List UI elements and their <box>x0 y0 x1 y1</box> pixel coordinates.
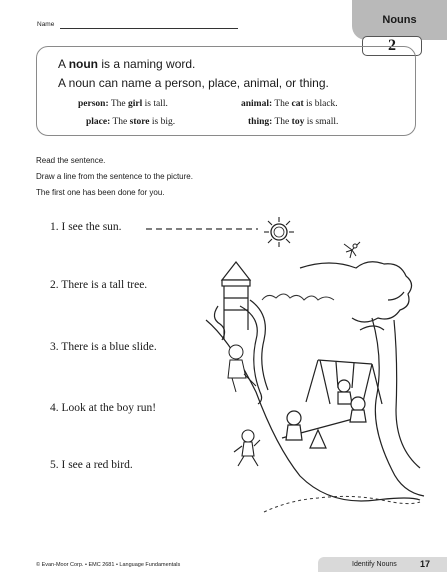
swing-set-icon <box>306 360 382 406</box>
direction-line: The first one has been done for you. <box>36 188 165 197</box>
example-noun: cat <box>291 99 304 109</box>
rule-keyword: noun <box>68 57 99 71</box>
direction-line: Draw a line from the sentence to the picture. <box>36 172 193 181</box>
tree-icon[interactable] <box>300 262 424 496</box>
rule-text: is a naming word. <box>98 57 196 71</box>
topic-label: Nouns <box>382 14 417 26</box>
rule-explanation: A noun can name a person, place, animal, or thing. <box>58 76 329 90</box>
example-text: The <box>110 117 130 127</box>
example-text: is big. <box>149 117 176 127</box>
name-label: Name <box>37 21 55 28</box>
example-text: is tall. <box>142 99 168 109</box>
sun-icon[interactable] <box>264 217 294 247</box>
example-noun: girl <box>127 99 143 109</box>
sentence-number: 5. <box>50 459 59 471</box>
sentence-text: I see the sun. <box>61 221 122 233</box>
example-noun: toy <box>291 117 305 127</box>
example-category: person: <box>78 99 109 109</box>
example-category: animal: <box>241 99 273 109</box>
sentence-number: 2. <box>50 279 59 291</box>
sentence-number: 1. <box>50 221 59 233</box>
example-text: The <box>272 117 292 127</box>
footer-copyright: © Evan-Moor Corp. • EMC 2681 • Language Fundamentals <box>36 562 181 568</box>
bird-icon[interactable] <box>344 242 360 258</box>
example-text: The <box>272 99 292 109</box>
example-text: is black. <box>303 99 338 109</box>
sentence-text: I see a red bird. <box>61 459 133 471</box>
sentence-text: Look at the boy run! <box>61 402 157 414</box>
sentence-number: 3. <box>50 341 59 353</box>
footer-skill: Identify Nouns <box>352 561 397 568</box>
sentence-text: There is a blue slide. <box>61 341 157 353</box>
example-noun: store <box>129 117 150 127</box>
page-number: 17 <box>420 559 431 569</box>
sentence-text: There is a tall tree. <box>61 279 148 291</box>
slide-icon[interactable] <box>214 262 268 404</box>
sentence-number: 4. <box>50 402 59 414</box>
direction-line: Read the sentence. <box>36 156 106 165</box>
example-category: thing: <box>248 117 273 127</box>
example-category: place: <box>86 117 111 127</box>
example-text: is small. <box>304 117 339 127</box>
example-text: The <box>108 99 128 109</box>
lesson-number: 2 <box>362 36 422 56</box>
bushes <box>262 294 334 300</box>
running-boy-icon[interactable] <box>234 430 260 466</box>
rule-text: A <box>58 57 69 71</box>
seesaw-icon <box>282 397 366 448</box>
